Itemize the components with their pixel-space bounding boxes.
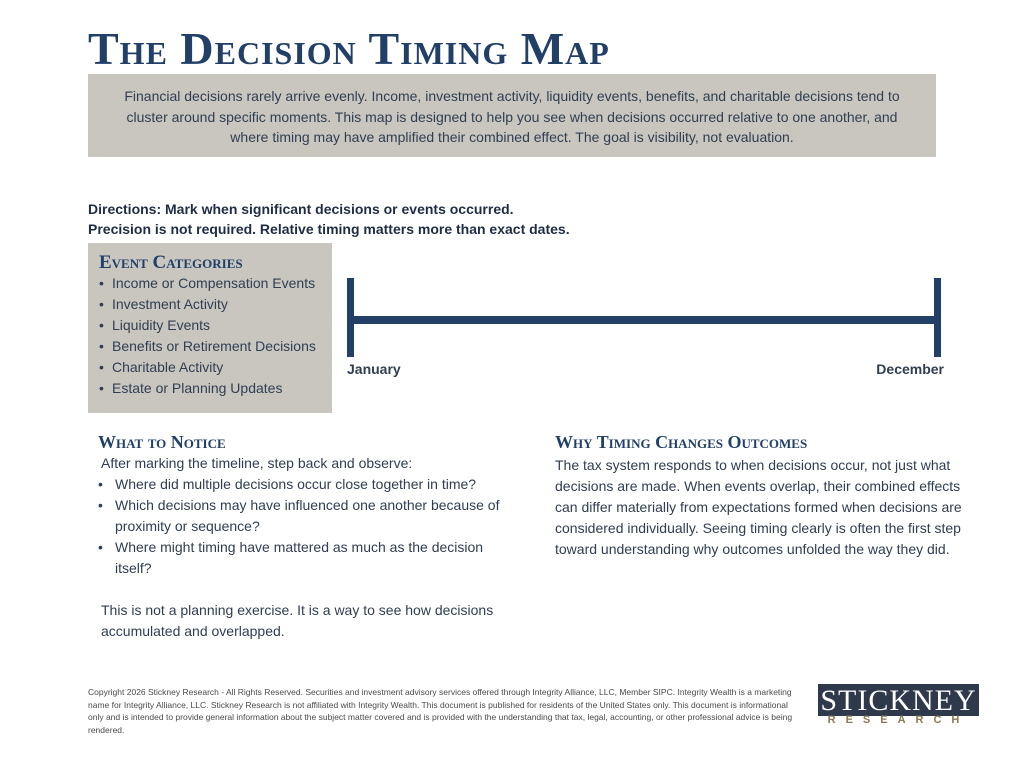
timeline-end-label: December [876,361,944,377]
what-to-notice-list [98,474,518,579]
intro-box [88,74,936,157]
category-item: • Income or Compensation Events [99,273,332,294]
why-timing-heading: Why Timing Changes Outcomes [555,432,808,452]
footer-disclaimer: Copyright 2026 Stickney Research - All Rights Reserved. Securities and investment advisory services offered through Integrity Alliance, LLC, Member SIPC. Integrity Wealth is a marketing name for Integrity Alliance, LLC. Stickney Research is not affiliated with Integrity Wealth. This document is published for residents of the United States only. This document is informational only and is intended to provide general information about the subject matter covered and is provided with the understanding that tax, legal, accounting, or other professional advice is being rendered. [88,687,793,735]
timeline[interactable] [346,278,942,358]
what-to-notice-closing: This is not a planning exercise. It is a way to see how decisions accumulated and overlapped. [101,602,494,639]
stickney-research-logo [818,684,979,728]
directions [88,199,570,239]
category-item: • Charitable Activity [99,357,332,378]
directions-line-1: Directions: Mark when significant decisions or events occurred. [88,201,514,217]
category-item: • Liquidity Events [99,315,332,336]
category-item: • Benefits or Retirement Decisions [99,336,332,357]
notice-bullet: • Where might timing have mattered as much as the decision itself? [98,537,518,579]
logo-subtitle: RESEARCH [827,714,970,726]
why-timing-body: The tax system responds to when decisions occur, not just what decisions are made. When events overlap, their combined effects can differ materially from expectations formed when decisions are considered individually. Seeing timing clearly is often the first step toward understanding why outcomes unfolded the way they did. [555,457,962,557]
what-to-notice-intro: After marking the timeline, step back and observe: [101,455,413,471]
timeline-start-label: January [347,361,401,377]
notice-bullet: • Which decisions may have influenced one another because of proximity or sequence? [98,495,518,537]
logo-name: STICKNEY [818,684,979,716]
timeline-bar[interactable] [349,316,939,324]
event-categories-heading: Event Categories [99,252,243,273]
notice-bullet: • Where did multiple decisions occur close together in time? [98,474,518,495]
why-timing-section [555,431,965,560]
what-to-notice-section [98,431,518,642]
page-title: The Decision Timing Map [88,23,610,74]
intro-text: Financial decisions rarely arrive evenly. Income, investment activity, liquidity events, benefits, and charitable decisions tend to cluster around specific moments. This map is designed to help you see when decisions occurred relative to one another, and where timing may have amplified their combined effect. The goal is visibility, not evaluation. [124,88,900,145]
timeline-end-cap [934,278,941,357]
event-categories-box [88,243,332,413]
what-to-notice-heading: What to Notice [98,432,226,452]
directions-line-2: Precision is not required. Relative timing matters more than exact dates. [88,221,570,237]
category-item: • Estate or Planning Updates [99,378,332,399]
event-categories-list [99,273,332,399]
category-item: • Investment Activity [99,294,332,315]
